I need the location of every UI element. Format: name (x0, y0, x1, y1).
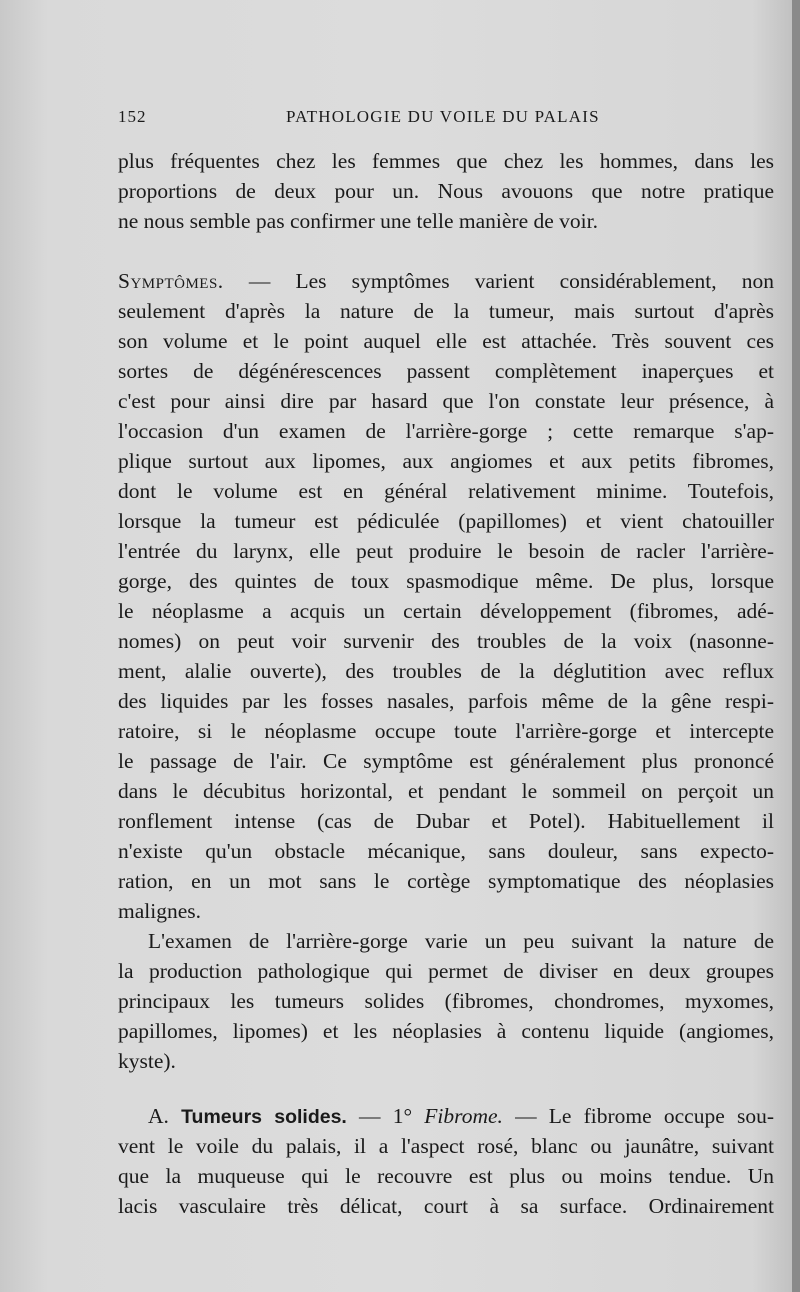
text-line: des liquides par les fosses nasales, parfois même de la gêne respi- (118, 689, 774, 713)
text-line (118, 1101, 774, 1131)
text-line: son volume et le point auquel elle est attachée. Très souvent ces (118, 329, 774, 353)
text-line: le néoplasme a acquis un certain développement (fibromes, adé- (118, 599, 774, 623)
text-line: kyste). (118, 1049, 176, 1073)
text-line (118, 266, 774, 296)
intro-paragraph (118, 146, 774, 236)
running-head-title: PATHOLOGIE DU VOILE DU PALAIS (286, 107, 600, 126)
text-line: ment, alalie ouverte), des troubles de la déglutition avec reflux (118, 659, 774, 683)
text-line: lorsque la tumeur est pédiculée (papillomes) et vient chatouiller (118, 509, 774, 533)
text-run: — Le fibrome occupe sou- (502, 1104, 774, 1128)
text-line: la production pathologique qui permet de diviser en deux groupes (118, 959, 774, 983)
text-line: sortes de dégénérescences passent complètement inaperçues et (118, 359, 774, 383)
text-line: L'examen de l'arrière-gorge varie un peu suivant la nature de (148, 929, 774, 953)
page-number: 152 (118, 107, 147, 126)
text-line: c'est pour ainsi dire par hasard que l'on constate leur présence, à (118, 389, 774, 413)
text-line: ration, en un mot sans le cortège symptomatique des néoplasies (118, 869, 774, 893)
text-line: proportions de deux pour un. Nous avouons que notre pratique (118, 179, 774, 203)
text-line: dans le décubitus horizontal, et pendant le sommeil on perçoit un (118, 779, 774, 803)
text-run: — Les symptômes varient considérablement, non (223, 269, 774, 293)
text-line: principaux les tumeurs solides (fibromes, chondromes, myxomes, (118, 989, 774, 1013)
running-head (118, 107, 778, 137)
section-heading-tumeurs-solides: Tumeurs solides. (181, 1106, 347, 1128)
text-line: que la muqueuse qui le recouvre est plus ou moins tendue. Un (118, 1164, 774, 1188)
symptomes-section (118, 266, 774, 1076)
text-line: gorge, des quintes de toux spasmodique même. De plus, lorsque (118, 569, 774, 593)
text-line: nomes) on peut voir survenir des troubles de la voix (nasonne- (118, 629, 774, 653)
text-run: — 1° (346, 1104, 425, 1128)
subheading-fibrome: Fibrome. (424, 1104, 503, 1128)
text-line: ne nous semble pas confirmer une telle manière de voir. (118, 209, 599, 233)
text-line: lacis vasculaire très délicat, court à sa surface. Ordinairement (118, 1194, 774, 1218)
text-line: papillomes, lipomes) et les néoplasies à contenu liquide (angiomes, (118, 1019, 774, 1043)
text-line: vent le voile du palais, il a l'aspect rosé, blanc ou jaunâtre, suivant (118, 1134, 774, 1158)
text-line: dont le volume est en général relativement minime. Toutefois, (118, 479, 774, 503)
text-line: ratoire, si le néoplasme occupe toute l'arrière-gorge et intercepte (118, 719, 774, 743)
page-edge-shadow (792, 0, 800, 1292)
text-line: n'existe qu'un obstacle mécanique, sans douleur, sans expecto- (118, 839, 774, 863)
text-line: l'occasion d'un examen de l'arrière-gorge ; cette remarque s'ap- (118, 419, 774, 443)
text-line: ronflement intense (cas de Dubar et Potel). Habituellement il (118, 809, 774, 833)
text-line: plus fréquentes chez les femmes que chez les hommes, dans les (118, 149, 774, 173)
text-line: seulement d'après la nature de la tumeur, mais surtout d'après (118, 299, 774, 323)
text-run: A. (148, 1104, 182, 1128)
section-heading-symptomes: Symptômes. (118, 269, 224, 293)
text-line: le passage de l'air. Ce symptôme est généralement plus prononcé (118, 749, 774, 773)
text-line: malignes. (118, 899, 201, 923)
text-line: plique surtout aux lipomes, aux angiomes et aux petits fibromes, (118, 449, 774, 473)
text-line: l'entrée du larynx, elle peut produire le besoin de racler l'arrière- (118, 539, 774, 563)
tumeurs-solides-section (118, 1101, 774, 1221)
